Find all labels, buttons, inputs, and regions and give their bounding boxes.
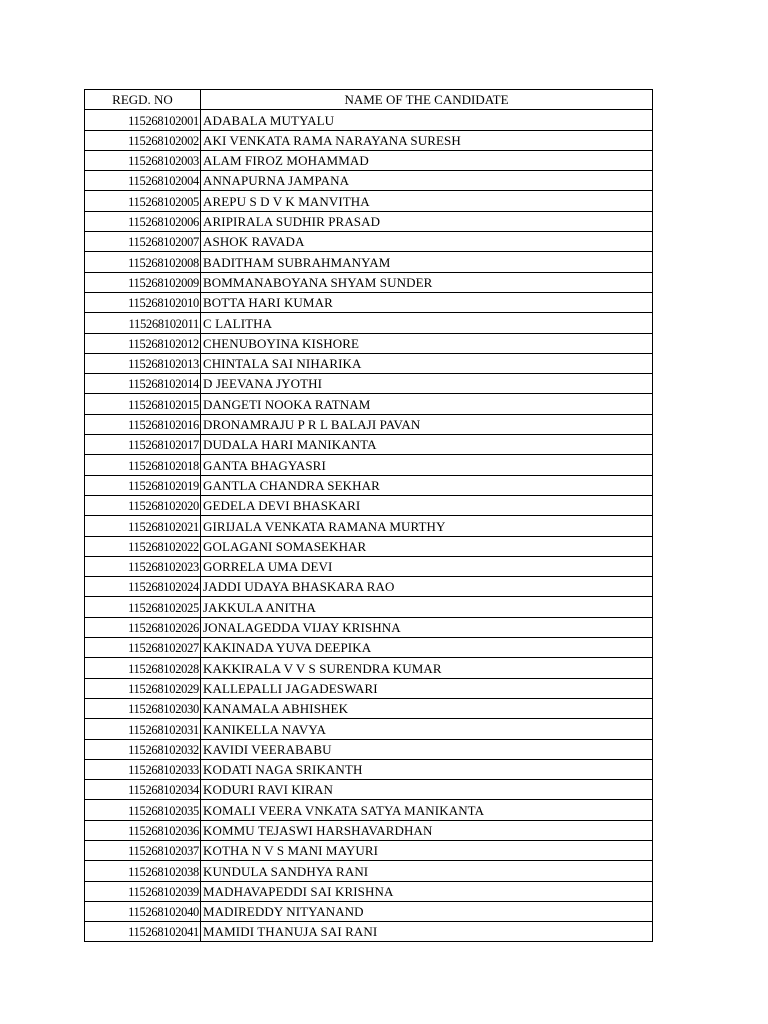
candidate-name-cell: ADABALA MUTYALU [201, 110, 653, 130]
column-header-regd-no: REGD. NO [85, 90, 201, 110]
table-row [85, 171, 653, 191]
table-row [85, 394, 653, 414]
table-row [85, 577, 653, 597]
regd-no-cell: 115268102025 [85, 597, 201, 617]
candidate-name-cell: GIRIJALA VENKATA RAMANA MURTHY [201, 516, 653, 536]
table-row [85, 597, 653, 617]
candidate-name-cell: MADHAVAPEDDI SAI KRISHNA [201, 881, 653, 901]
candidate-name-cell: JAKKULA ANITHA [201, 597, 653, 617]
table-row [85, 191, 653, 211]
regd-no-cell: 115268102031 [85, 719, 201, 739]
candidate-name-cell: KAKKIRALA V V S SURENDRA KUMAR [201, 658, 653, 678]
table-row [85, 759, 653, 779]
table-row [85, 150, 653, 170]
candidate-name-cell: KANAMALA ABHISHEK [201, 698, 653, 718]
candidate-name-cell: KODURI RAVI KIRAN [201, 780, 653, 800]
candidate-name-cell: AREPU S D V K MANVITHA [201, 191, 653, 211]
regd-no-cell: 115268102024 [85, 577, 201, 597]
table-row [85, 374, 653, 394]
regd-no-cell: 115268102008 [85, 252, 201, 272]
candidate-name-cell: AKI VENKATA RAMA NARAYANA SURESH [201, 130, 653, 150]
candidate-name-cell: KOMMU TEJASWI HARSHAVARDHAN [201, 820, 653, 840]
table-row [85, 678, 653, 698]
candidate-name-cell: BOMMANABOYANA SHYAM SUNDER [201, 272, 653, 292]
regd-no-cell: 115268102004 [85, 171, 201, 191]
regd-no-cell: 115268102033 [85, 759, 201, 779]
column-header-candidate-name: NAME OF THE CANDIDATE [201, 90, 653, 110]
regd-no-cell: 115268102028 [85, 658, 201, 678]
regd-no-cell: 115268102041 [85, 922, 201, 942]
table-row [85, 495, 653, 515]
regd-no-cell: 115268102003 [85, 150, 201, 170]
candidate-name-cell: MADIREDDY NITYANAND [201, 901, 653, 921]
table-row [85, 110, 653, 130]
table-row [85, 739, 653, 759]
table-row [85, 820, 653, 840]
candidate-name-cell: DRONAMRAJU P R L BALAJI PAVAN [201, 414, 653, 434]
regd-no-cell: 115268102027 [85, 638, 201, 658]
candidate-name-cell: GOLAGANI SOMASEKHAR [201, 536, 653, 556]
candidate-name-cell: KUNDULA SANDHYA RANI [201, 861, 653, 881]
regd-no-cell: 115268102029 [85, 678, 201, 698]
candidate-name-cell: JADDI UDAYA BHASKARA RAO [201, 577, 653, 597]
regd-no-cell: 115268102020 [85, 495, 201, 515]
table-row [85, 617, 653, 637]
candidate-name-cell: C LALITHA [201, 313, 653, 333]
regd-no-cell: 115268102015 [85, 394, 201, 414]
candidate-name-cell: KAVIDI VEERABABU [201, 739, 653, 759]
regd-no-cell: 115268102013 [85, 353, 201, 373]
regd-no-cell: 115268102023 [85, 556, 201, 576]
table-row [85, 922, 653, 942]
regd-no-cell: 115268102010 [85, 292, 201, 312]
table-row [85, 861, 653, 881]
table-body [85, 110, 653, 942]
candidate-name-cell: KALLEPALLI JAGADESWARI [201, 678, 653, 698]
regd-no-cell: 115268102036 [85, 820, 201, 840]
table-row [85, 292, 653, 312]
table-row [85, 840, 653, 860]
regd-no-cell: 115268102005 [85, 191, 201, 211]
candidate-name-cell: D JEEVANA JYOTHI [201, 374, 653, 394]
regd-no-cell: 115268102038 [85, 861, 201, 881]
candidate-name-cell: MAMIDI THANUJA SAI RANI [201, 922, 653, 942]
candidate-name-cell: KOMALI VEERA VNKATA SATYA MANIKANTA [201, 800, 653, 820]
regd-no-cell: 115268102040 [85, 901, 201, 921]
table-row [85, 252, 653, 272]
regd-no-cell: 115268102037 [85, 840, 201, 860]
table-row [85, 536, 653, 556]
table-row [85, 638, 653, 658]
table-row [85, 455, 653, 475]
regd-no-cell: 115268102001 [85, 110, 201, 130]
candidate-name-cell: KODATI NAGA SRIKANTH [201, 759, 653, 779]
regd-no-cell: 115268102019 [85, 475, 201, 495]
regd-no-cell: 115268102006 [85, 211, 201, 231]
regd-no-cell: 115268102021 [85, 516, 201, 536]
table-row [85, 333, 653, 353]
regd-no-cell: 115268102017 [85, 435, 201, 455]
regd-no-cell: 115268102011 [85, 313, 201, 333]
table-header-row [85, 90, 653, 110]
table-row [85, 414, 653, 434]
regd-no-cell: 115268102022 [85, 536, 201, 556]
candidate-name-cell: ASHOK RAVADA [201, 232, 653, 252]
regd-no-cell: 115268102039 [85, 881, 201, 901]
table-row [85, 516, 653, 536]
table-row [85, 313, 653, 333]
candidate-name-cell: CHENUBOYINA KISHORE [201, 333, 653, 353]
regd-no-cell: 115268102018 [85, 455, 201, 475]
table-row [85, 435, 653, 455]
table-row [85, 475, 653, 495]
regd-no-cell: 115268102009 [85, 272, 201, 292]
candidate-name-cell: BADITHAM SUBRAHMANYAM [201, 252, 653, 272]
regd-no-cell: 115268102035 [85, 800, 201, 820]
candidate-name-cell: GANTLA CHANDRA SEKHAR [201, 475, 653, 495]
regd-no-cell: 115268102030 [85, 698, 201, 718]
table-row [85, 658, 653, 678]
candidate-name-cell: JONALAGEDDA VIJAY KRISHNA [201, 617, 653, 637]
regd-no-cell: 115268102026 [85, 617, 201, 637]
table-row [85, 232, 653, 252]
table-row [85, 800, 653, 820]
regd-no-cell: 115268102007 [85, 232, 201, 252]
regd-no-cell: 115268102012 [85, 333, 201, 353]
regd-no-cell: 115268102034 [85, 780, 201, 800]
candidate-name-cell: ALAM FIROZ MOHAMMAD [201, 150, 653, 170]
table-row [85, 130, 653, 150]
candidate-name-cell: ARIPIRALA SUDHIR PRASAD [201, 211, 653, 231]
table-row [85, 881, 653, 901]
candidate-name-cell: KANIKELLA NAVYA [201, 719, 653, 739]
table-row [85, 272, 653, 292]
candidate-name-cell: KOTHA N V S MANI MAYURI [201, 840, 653, 860]
candidate-table [84, 89, 653, 942]
table-row [85, 901, 653, 921]
table-row [85, 353, 653, 373]
table-row [85, 780, 653, 800]
candidate-name-cell: KAKINADA YUVA DEEPIKA [201, 638, 653, 658]
regd-no-cell: 115268102016 [85, 414, 201, 434]
table-row [85, 211, 653, 231]
candidate-name-cell: DUDALA HARI MANIKANTA [201, 435, 653, 455]
candidate-name-cell: DANGETI NOOKA RATNAM [201, 394, 653, 414]
table-row [85, 556, 653, 576]
candidate-name-cell: ANNAPURNA JAMPANA [201, 171, 653, 191]
regd-no-cell: 115268102002 [85, 130, 201, 150]
candidate-name-cell: BOTTA HARI KUMAR [201, 292, 653, 312]
table-row [85, 719, 653, 739]
table-row [85, 698, 653, 718]
regd-no-cell: 115268102014 [85, 374, 201, 394]
regd-no-cell: 115268102032 [85, 739, 201, 759]
candidate-name-cell: GEDELA DEVI BHASKARI [201, 495, 653, 515]
candidate-name-cell: CHINTALA SAI NIHARIKA [201, 353, 653, 373]
candidate-name-cell: GANTA BHAGYASRI [201, 455, 653, 475]
candidate-name-cell: GORRELA UMA DEVI [201, 556, 653, 576]
